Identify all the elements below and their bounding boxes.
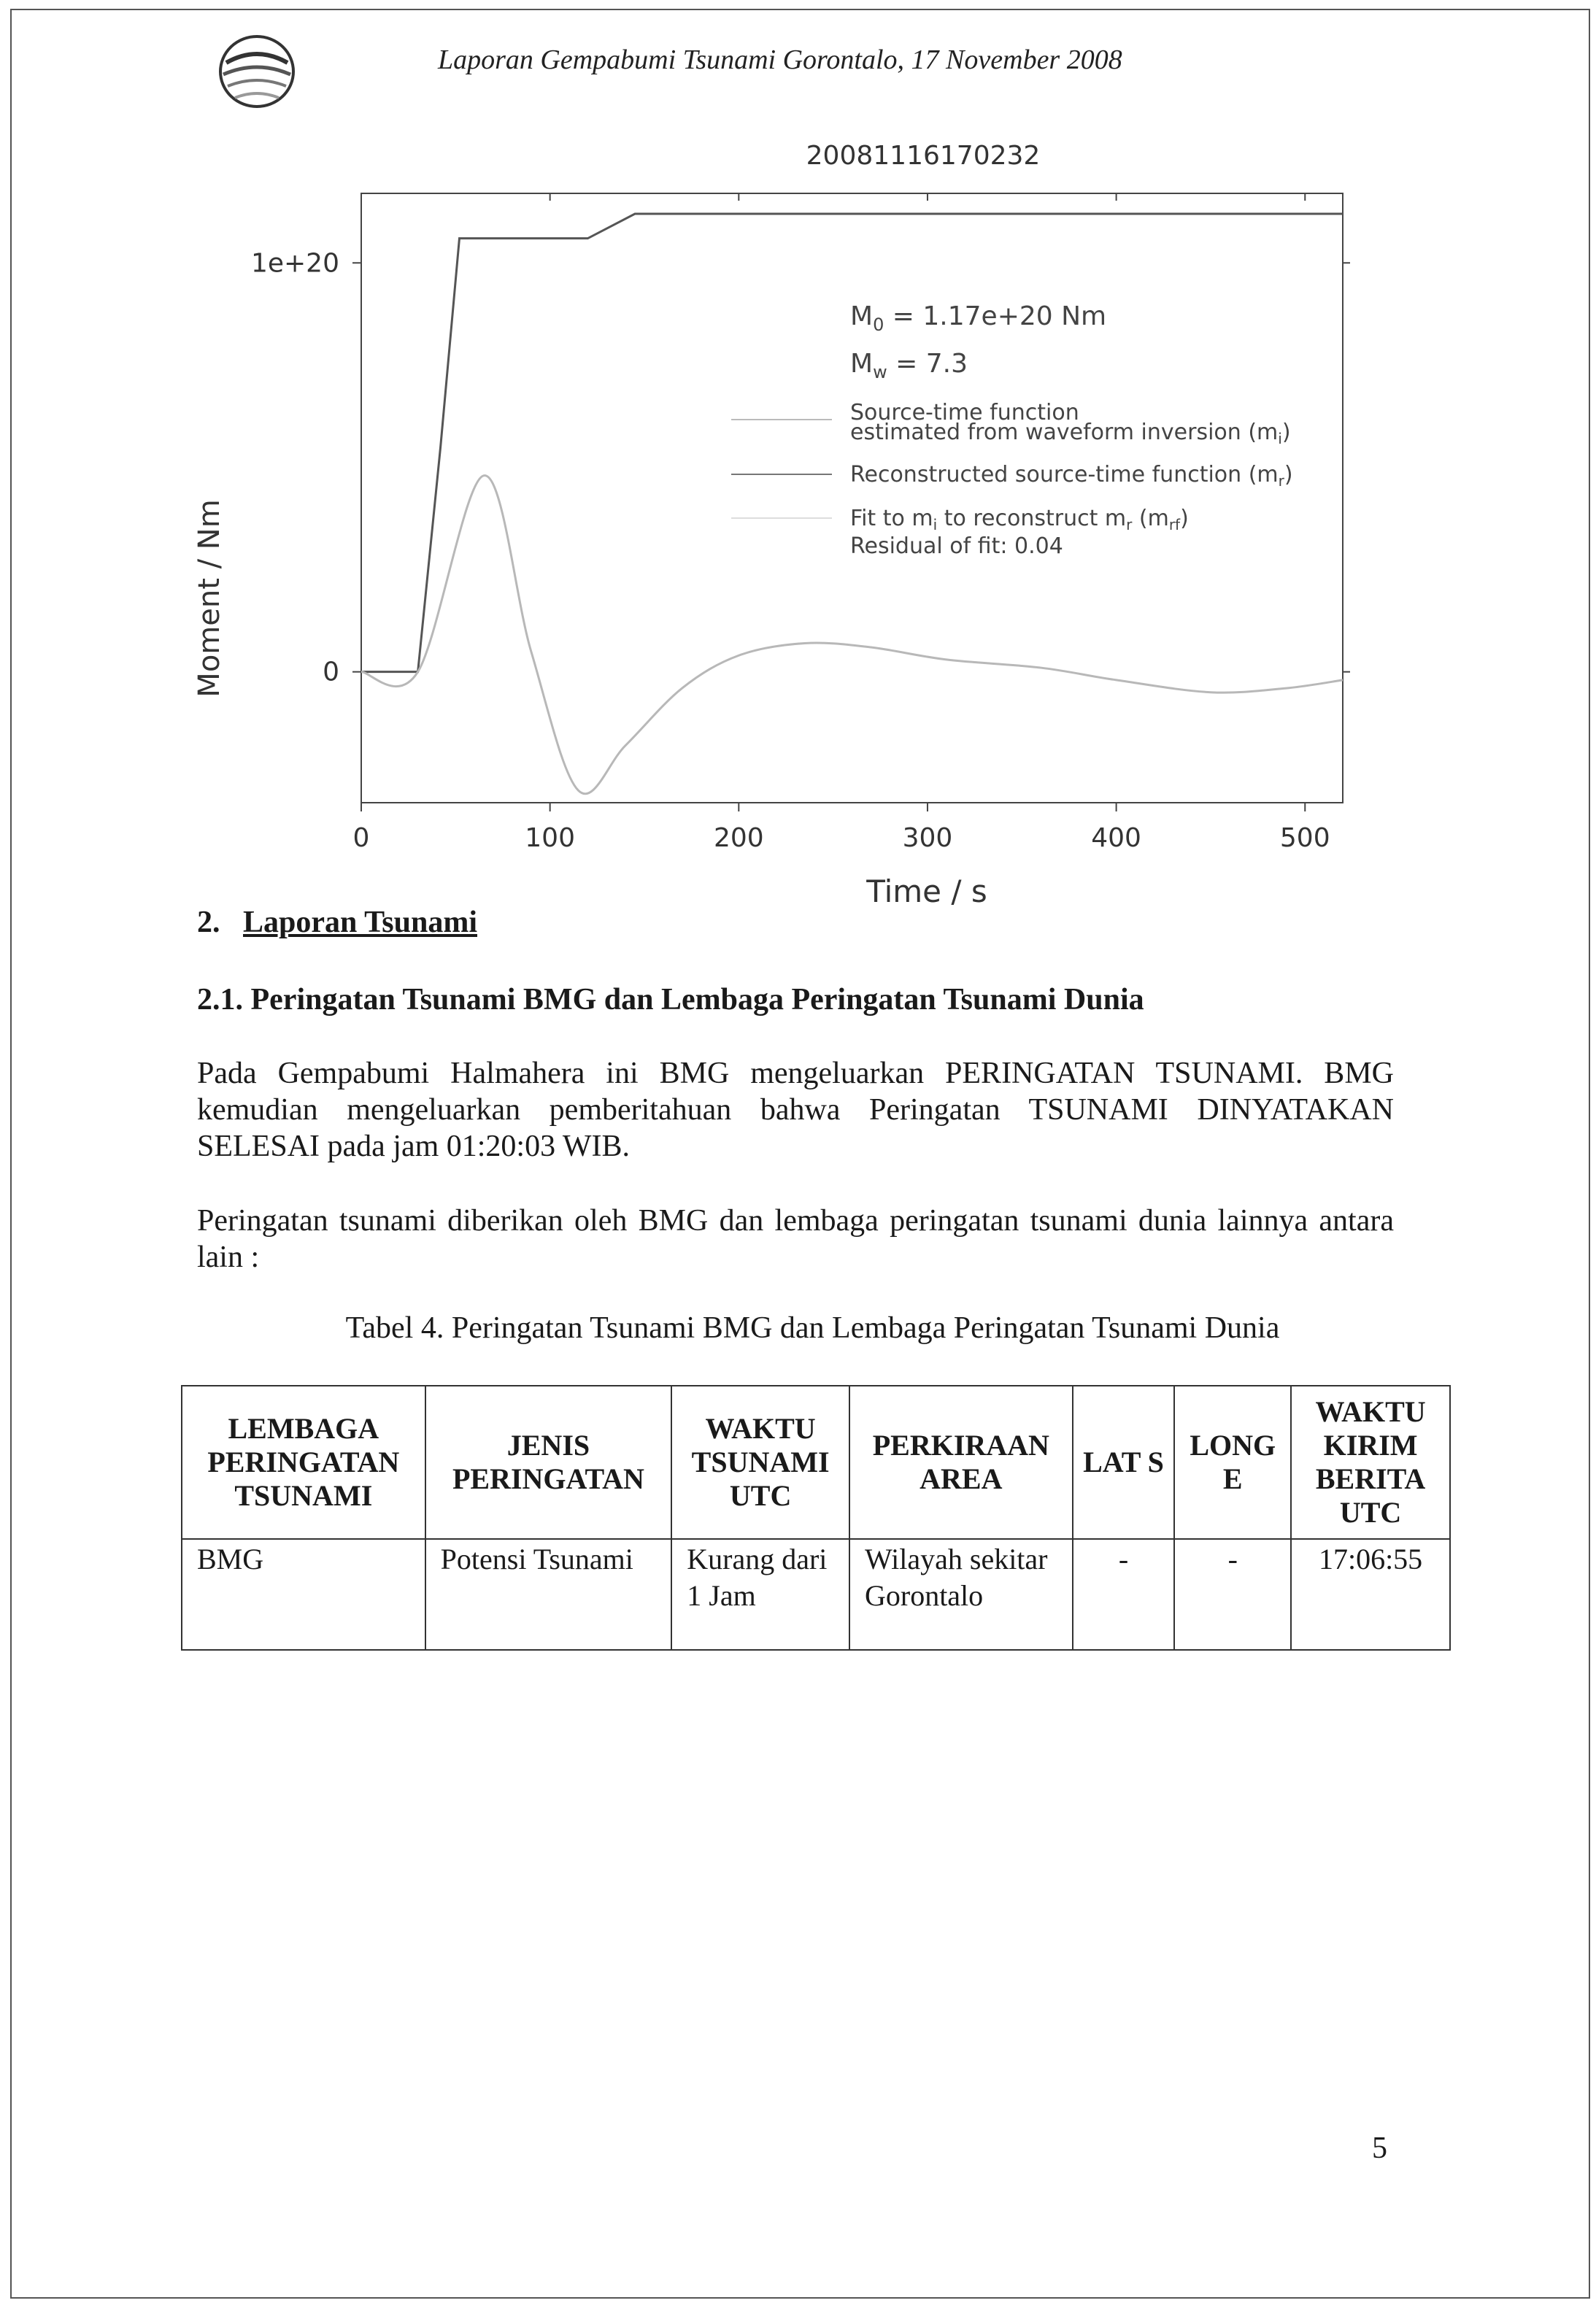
x-tick-label: 300 (902, 823, 953, 853)
table-cell: Kurang dari 1 Jam (671, 1539, 849, 1650)
page-header: Laporan Gempabumi Tsunami Gorontalo, 17 November 2008 (438, 45, 1122, 75)
table-cell: Potensi Tsunami (425, 1539, 672, 1650)
section-heading (197, 905, 477, 940)
col-header: LAT S (1073, 1386, 1175, 1539)
x-tick-label: 400 (1091, 823, 1141, 853)
table-cell: BMG (182, 1539, 425, 1650)
col-header: LONG E (1174, 1386, 1291, 1539)
legend-fit-2: Residual of fit: 0.04 (850, 533, 1063, 559)
subsection-heading: 2.1. Peringatan Tsunami BMG dan Lembaga Peringatan Tsunami Dunia (197, 983, 1144, 1017)
legend-estimated-1: Source-time function (850, 400, 1079, 425)
chart-svg (131, 131, 1387, 934)
x-tick-label: 0 (352, 823, 370, 853)
col-header: LEMBAGA PERINGATAN TSUNAMI (182, 1386, 425, 1539)
chart-annotations (731, 301, 1293, 559)
legend-estimated-2: estimated from waveform inversion $(m_i)$ (850, 420, 1291, 447)
table-cell: 17:06:55 (1291, 1539, 1450, 1650)
plot-frame (361, 193, 1343, 803)
section-number: 2. (197, 906, 220, 939)
y-tick-label: 1e+20 (250, 248, 339, 279)
table-row (182, 1539, 1450, 1650)
y-tick-label: 0 (323, 657, 339, 687)
page-number: 5 (1372, 2132, 1387, 2165)
col-header: WAKTU KIRIM BERITA UTC (1291, 1386, 1450, 1539)
table-cell: - (1073, 1539, 1175, 1650)
paragraph-2: Peringatan tsunami diberikan oleh BMG dan lembaga peringatan tsunami dunia lainnya antara lain : (197, 1204, 1394, 1274)
moment-rate-chart (131, 131, 1387, 934)
x-tick-label: 500 (1279, 823, 1330, 853)
col-header: PERKIRAAN AREA (849, 1386, 1073, 1539)
section-title: Laporan Tsunami (243, 906, 477, 939)
table-header-row (182, 1386, 1450, 1539)
x-axis-label: Time / s (866, 873, 987, 909)
col-header: WAKTU TSUNAMI UTC (671, 1386, 849, 1539)
chart-title: 20081116170232 (806, 141, 1041, 171)
col-header: JENIS PERINGATAN (425, 1386, 672, 1539)
m0-label: $M_0 = 1.17e+20$ Nm (850, 301, 1107, 335)
warning-table (181, 1385, 1451, 1651)
legend-fit-1: Fit to $m_i$ to reconstruct $m_r$ $(m_{rf})$ (850, 506, 1189, 533)
paragraph-1: Pada Gempabumi Halmahera ini BMG mengeluarkan PERINGATAN TSUNAMI. BMG kemudian mengeluarkan pemberitahuan bahwa Peringatan TSUNAMI DINYATAKAN SELESAI pada jam 01:20:03 WIB. (197, 1057, 1394, 1163)
y-axis-label: Moment / Nm (193, 499, 226, 698)
table-cell: Wilayah sekitar Gorontalo (849, 1539, 1073, 1650)
x-tick-label: 100 (525, 823, 576, 853)
bmg-logo-icon (213, 31, 301, 109)
mw-label: $M_w = 7.3$ (850, 349, 968, 382)
legend-reconstructed: Reconstructed source-time function $(m_r)$ (850, 462, 1293, 490)
table-caption: Tabel 4. Peringatan Tsunami BMG dan Lembaga Peringatan Tsunami Dunia (345, 1311, 1280, 1345)
table-cell: - (1174, 1539, 1291, 1650)
x-tick-label: 200 (713, 823, 764, 853)
